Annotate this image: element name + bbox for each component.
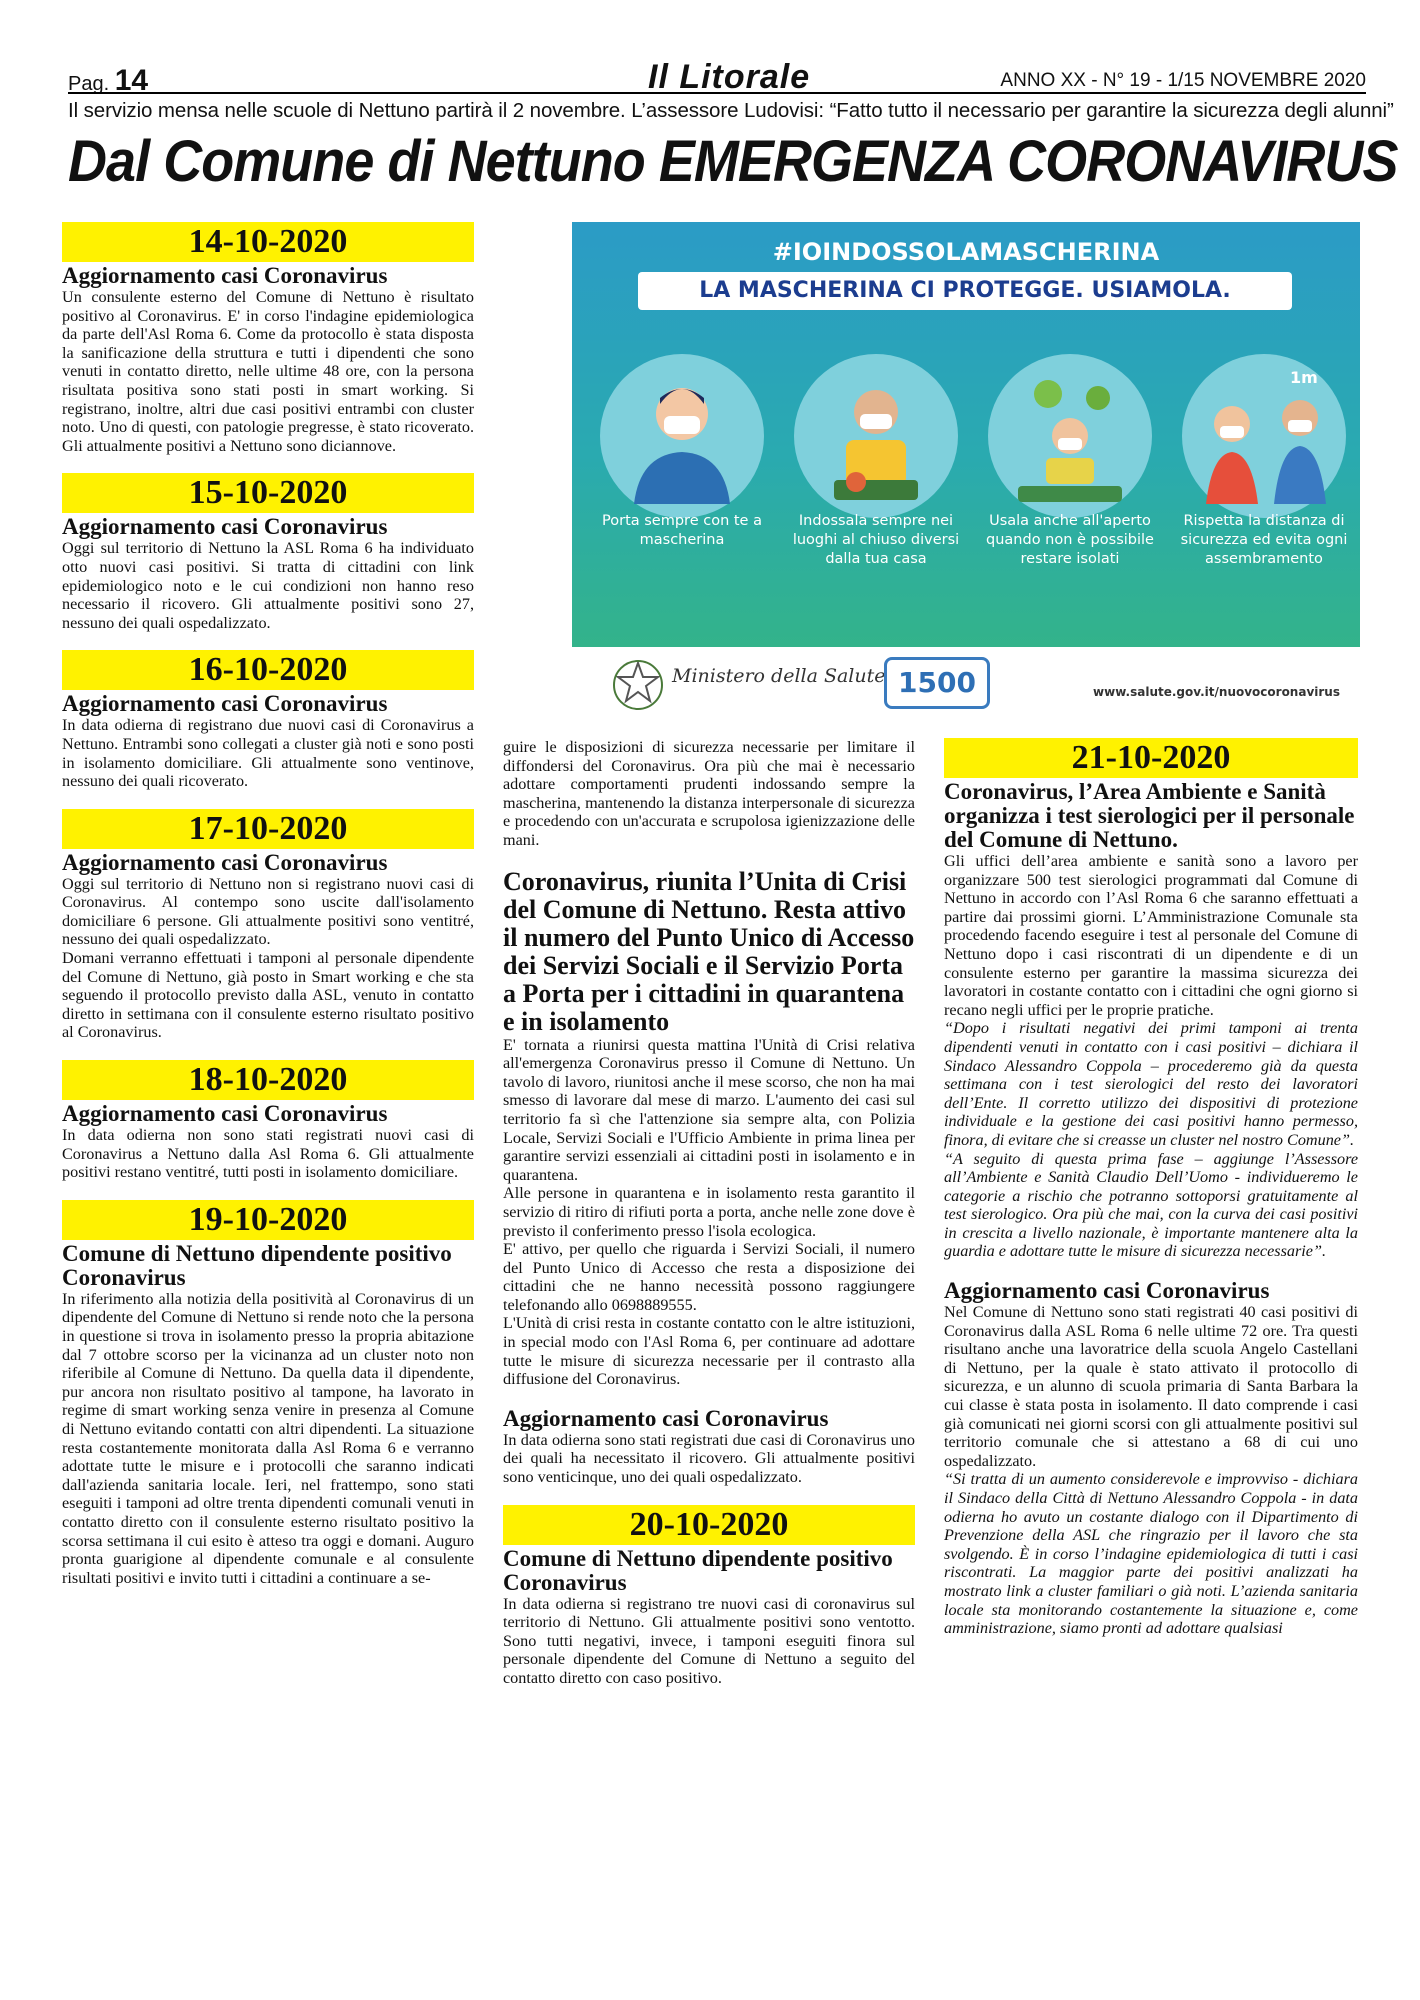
poster-caption-1: Porta sempre con te a mascherina [602,513,762,548]
date-banner: 20-10-2020 [503,1505,915,1545]
date-banner: 15-10-2020 [62,473,474,513]
article-19-10 [62,1200,474,1588]
poster-caption-4: Rispetta la distanza di sicurezza ed evita ogni assembramento [1180,513,1348,567]
date-banner: 16-10-2020 [62,650,474,690]
date-banner: 18-10-2020 [62,1060,474,1100]
article-body: In data odierna non sono stati registrati nuovi casi di Coronavirus a Nettuno dalla Asl Roma 6. Gli attualmente positivi restano ventitré, tutti posti in isolamento domiciliare. [62,1126,474,1182]
illustration-person-mask-icon [600,354,764,518]
italian-emblem-icon [612,657,664,720]
article-body: Un consulente esterno del Comune di Nettuno è risultato positivo al Coronavirus. E' in corso l'indagine epidemiologica da parte dell'Asl Roma 6. Come da protocollo è stata disposta la sanificazione della struttura e tutti i dipendenti che sono venuti in contatto diretto, nelle ultime 48 ore, con la persona risultata positiva sono stati posti in smart working. Si registrano, inoltre, altri due casi positivi entrambi con cluster noto. Uno di questi, con patologie pregresse, è stato ricoverato. Gli attualmente positivi a Nettuno sono diciannove. [62,288,474,455]
article-title: Aggiornamento casi Coronavirus [62,849,388,875]
article-20-10 [503,1505,915,1688]
page-title: Dal Comune di Nettuno EMERGENZA CORONAVIRUS [68,129,1398,194]
article-title: Comune di Nettuno dipendente positivo Coronavirus [503,1545,893,1595]
article-body: In riferimento alla notizia della positività al Coronavirus di un dipendente del Comune di Nettuno si rende noto che la persona in questione si trova in isolamento presso la propria abitazione dal 7 ottobre scorso per la vicinanza ad un cluster noto non riferibile al Comune di Nettuno. Da quella data il dipendente, pur ancora non risultato positivo al tampone, ha lavorato in regime di smart working senza venire in presenza al Comune di Nettuno evitando contatti con altri dipendenti. La situazione resta costantemente monitorata dalla Asl Roma 6 e verranno adottate tutte le misure e i protocolli che saranno indicati dall'azienda sanitaria locale. Ieri, nel frattempo, sono stati eseguiti i tamponi ad oltre trenta dipendenti comunali venuti in contatto diretto con il consulente esterno risultato positivo la scorsa settimana il cui esito è atteso tra oggi e domani. Auguro pronta guarigione al dipendente comunale e al consulente risultati positivi e invito tutti i cittadini a continuare a se- [62,1289,474,1587]
date-banner: 21-10-2020 [944,738,1358,778]
poster-caption-3: Usala anche all'aperto quando non è possibile restare isolati [986,513,1154,567]
article-title: Aggiornamento casi Coronavirus [62,1101,388,1127]
page-label: Pag. [68,73,110,95]
article-body-3: E' attivo, per quello che riguarda i Servizi Sociali, il numero del Punto Unico di Accesso che resta a disposizione dei cittadini che ne hanno necessità possono raggiungere telefonando allo 0698889555. [503,1240,915,1314]
article-body-2: Domani verranno effettuati i tamponi al personale dipendente del Comune di Nettuno, già posto in Smart working e che sta seguendo il protocollo previsto dalla ASL, venuto in contatto diretto in settimana con il consulente esterno risultato positivo al Coronavirus. [62,949,474,1042]
column-2 [503,738,915,1688]
ministry-url: www.salute.gov.it/nuovocoronavirus [1093,685,1340,699]
article-18-10 [62,1060,474,1182]
article-unita-crisi [503,868,915,1389]
phone-1500: 1500 [884,657,990,709]
article-quote: “Si tratta di un aumento considerevole e improvviso - dichiara il Sindaco della Città di Nettuno Alessandro Coppola - in data odierna ho avuto un costante dialogo con il Dipartimento di Prevenzione della ASL che ringrazio per il lavoro che sta svolgendo. È in corso l’indagine epidemiologica di tutti i casi riscontrati. La maggior parte dei positivi analizzati ha mostrato link a cluster familiari o già noti. L’azienda sanitaria locale sta monitorando costantemente la situazione e, come amministrazione, siamo pronti ad adottare qualsiasi [944,1470,1358,1638]
article-title: Aggiornamento casi Coronavirus [503,1405,829,1431]
article-body: In data odierna si registrano tre nuovi casi di coronavirus sul territorio di Nettuno. Gli attualmente positivi sono ventotto. Sono tutti negativi, invece, i tamponi eseguiti finora sul personale dipendente del Comune di Nettuno a seguito del contatto diretto con caso positivo. [503,1594,915,1687]
article-16-10 [62,650,474,790]
article-title: Aggiornamento casi Coronavirus [62,514,388,540]
poster-footer [572,647,1360,730]
article-aggiornamento [503,1407,915,1487]
article-body: In data odierna di registrano due nuovi casi di Coronavirus a Nettuno. Entrambi sono collegati a cluster già noti e sono posti in isolamento domiciliare. Gli attualmente sono ventinove, nessuno dei quali ricoverato. [62,716,474,791]
article-title: Aggiornamento casi Coronavirus [62,691,388,717]
article-body: Oggi sul territorio di Nettuno la ASL Roma 6 ha individuato otto nuovi casi positivi. Si tratta di cittadini con link epidemiologico noto e le cui condizioni non hanno reso necessario il ricovero. Gli attualmente positivi sono 27, nessuno dei quali ospedalizzato. [62,539,474,632]
article-body-2: Alle persone in quarantena e in isolamento resta garantito il servizio di ritiro di rifiuti porta a porta, anche nelle zone dove è previsto il conferimento presso l'isola ecologica. [503,1184,915,1240]
page-number-value: 14 [114,64,149,97]
article-title: Aggiornamento casi Coronavirus [62,263,388,288]
article-body: Gli uffici dell’area ambiente e sanità sono a lavoro per organizzare 500 test sierologici programmati dal Comune di Nettuno in accordo con l’Asl Roma 6 che saranno effettuati a partire dai prossimi giorni. L’Amministrazione Comunale sta procedendo facendo eseguire i test al personale del Comune di Nettuno dopo i casi riscontrati di un dipendente e di un consulente esterno per garantire la massima sicurezza dei lavoratori in costante contatto con i cittadini che ogni giorno si recano negli uffici per le proprie pratiche. [944,852,1358,1019]
article-17-10 [62,809,474,1042]
article-title: Coronavirus, riunita l’Unita di Crisi del Comune di Nettuno. Resta attivo il numero del Punto Unico di Accesso dei Servizi Sociali e il Servizio Porta a Porta per i cittadini in quarantena e in isolamento [503,866,915,1036]
article-21-10 [944,738,1358,1261]
issue-info: ANNO XX - N° 19 - 1/15 NOVEMBRE 2020 [1000,70,1366,91]
poster-hashtag: #IOINDOSSOLAMASCHERINA [772,238,1160,266]
article-body: In data odierna sono stati registrati due casi di Coronavirus uno dei quali ha necessitato il ricovero. Gli attualmente positivi sono venticinque, uno dei quali ospedalizzato. [503,1430,915,1487]
illustration-indoor-mask-icon [794,354,958,518]
article-title: Comune di Nettuno dipendente positivo Coronavirus [62,1240,452,1290]
date-banner: 17-10-2020 [62,809,474,849]
illustration-outdoor-mask-icon [988,354,1152,518]
article-title: Aggiornamento casi Coronavirus [944,1278,1270,1304]
article-body: E' tornata a riunirsi questa mattina l'Unità di Crisi relativa all'emergenza Coronavirus presso il Comune di Nettuno. Un tavolo di lavoro, riunitosi anche il mese scorso, che non ha mai smesso di lavorare dal mese di marzo. L'aumento dei casi sul territorio fa sì che l'attenzione sia sempre alta, con Polizia Locale, Servizi Sociali e l'Ufficio Ambiente in prima linea per garantire servizi essenziali ai cittadini posti in isolamento e in quarantena. [503,1035,915,1184]
article-body: Oggi sul territorio di Nettuno non si registrano nuovi casi di Coronavirus. Al contempo sono uscite dall'isolamento domiciliare 6 persone. Gli attualmente positivi sono ventitré, nessuno dei quali ospedalizzato. [62,874,474,949]
subheadline: Il servizio mensa nelle scuole di Nettuno partirà il 2 novembre. L’assessore Ludovisi: “Fatto tutto il necessario per garantire la sicurezza degli alunni” [68,99,1394,122]
article-body: Nel Comune di Nettuno sono stati registrati 40 casi positivi di Coronavirus dalla ASL Roma 6 nelle ultime 72 ore. Tra questi risultano anche una lavoratrice della scuola Angelo Castellani di Nettuno, per la quale è stato attivato il protocollo di sicurezza, e un alunno di scuola primaria di Santa Barbara la cui classe è stata posta in isolamento. Il dato comprende i casi già comunicati nei giorni scorsi con gli attualmente positivi sul territorio comunale che si attestano a 68 di cui uno ospedalizzato. [944,1303,1358,1470]
article-quote-2: “A seguito di questa prima fase – aggiunge l’Assessore all’Ambiente e Sanità Claudio Dell’Uomo - individueremo le categorie a rischio che potranno sottoporsi gratuitamente al test sierologico. Ora più che mai, con la curva dei casi positivi in crescita a livello nazionale, è importante mantenere alta la guardia e adottare tutte le misure di sicurezza necessarie”. [944,1149,1358,1261]
column-3 [944,738,1358,1638]
distance-label: 1m [1290,368,1318,387]
article-14-10 [62,222,474,455]
header-rule [68,92,1366,94]
article-continuation: guire le disposizioni di sicurezza necessarie per limitare il diffondersi del Coronavirus. Ora più che mai è necessario adottare comportamenti prudenti indossando sempre la mascherina, mantenendo la distanza interpersonale di sicurezza e procedendo con un'accurata e scrupolosa igienizzazione delle mani. [503,738,915,849]
article-15-10 [62,473,474,632]
poster-banner: LA MASCHERINA CI PROTEGGE. USIAMOLA. [638,272,1292,310]
article-aggiornamento-40 [944,1279,1358,1638]
date-banner: 14-10-2020 [62,222,474,262]
page-header [68,58,1366,97]
article-body-4: L'Unità di crisi resta in costante contatto con le altre istituzioni, in special modo con l'Asl Roma 6, per continuare ad adottare tutte le misure di sicurezza necessarie per il contrasto alla diffusione del Coronavirus. [503,1314,915,1389]
ministry-name: Ministero della Salute [672,665,886,687]
illustration-distance-icon [1182,354,1346,518]
article-quote: “Dopo i risultati negativi dei primi tamponi ai trenta dipendenti venuti in contatto con i casi positivi – dichiara il Sindaco Alessandro Coppola – procederemo già da questa settimana con i test sierologici del resto dei lavoratori dell’Ente. Il corretto utilizzo dei dispositivi di protezione individuale e la gestione dei casi positivi hanno permesso, finora, di evitare che si creasse un cluster nel nostro Comune”. [944,1019,1358,1149]
column-1 [62,222,474,1587]
masthead: Il Litorale [648,58,811,96]
date-banner: 19-10-2020 [62,1200,474,1240]
mask-campaign-poster [572,222,1360,730]
article-title: Coronavirus, l’Area Ambiente e Sanità organizza i test sierologici per il personale del Comune di Nettuno. [944,779,1355,852]
poster-caption-2: Indossala sempre nei luoghi al chiuso diversi dalla tua casa [792,513,960,567]
